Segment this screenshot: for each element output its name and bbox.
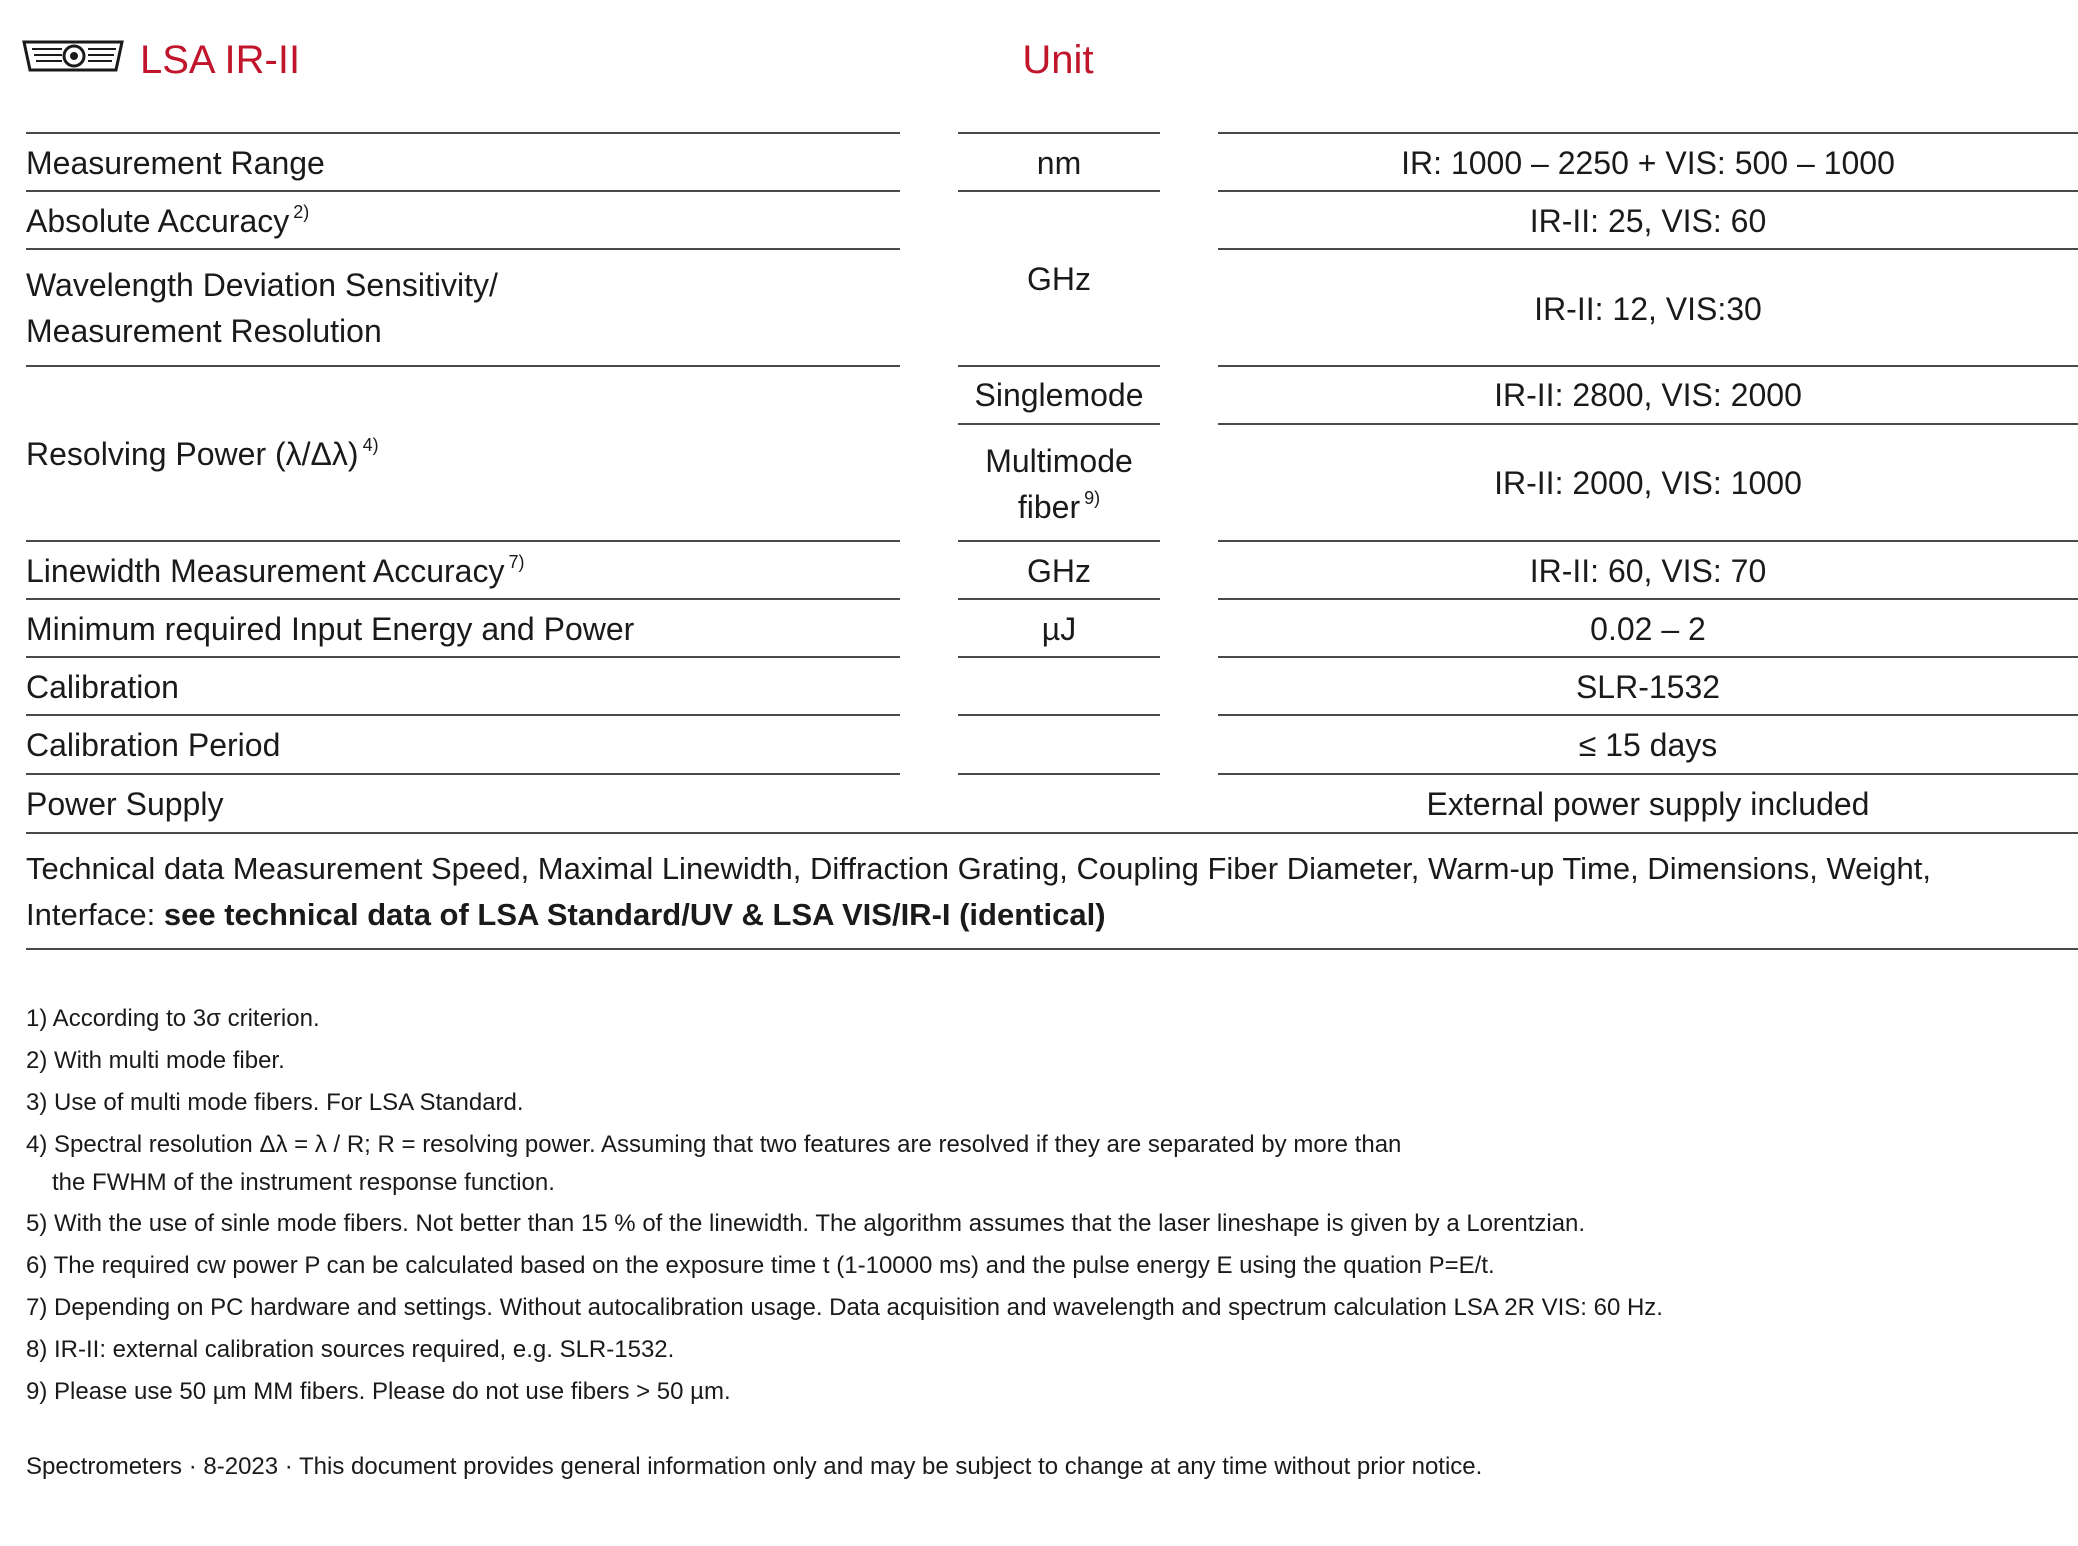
unit-min-input-energy: µJ [1041,611,1077,647]
unit-ghz-accuracy-resolution: GHz [1027,261,1091,297]
unit-linewidth-accuracy: GHz [1027,553,1091,589]
footnote-3: 3) Use of multi mode fibers. For LSA Standard. [26,1089,524,1116]
param-min-input-energy: Minimum required Input Energy and Power [26,611,635,647]
footnote-ref: 9) [1084,488,1101,508]
spectrometer-device-icon [22,38,124,74]
param-calibration-period: Calibration Period [26,727,281,763]
unit-singlemode: Singlemode [974,377,1144,413]
param-wavelength-deviation-line1: Wavelength Deviation Sensitivity/ [26,267,498,303]
value-linewidth-accuracy: IR-II: 60, VIS: 70 [1529,553,1767,589]
unit-multimode-line1: Multimode [985,443,1133,479]
footnote-ref: 7) [508,552,525,572]
value-singlemode: IR-II: 2800, VIS: 2000 [1494,377,1802,413]
param-linewidth-accuracy: Linewidth Measurement Accuracy $^{7)}$ [26,552,525,589]
footnote-ref: 2) [293,202,310,222]
unit-measurement-range: nm [1036,145,1082,181]
param-wavelength-deviation-line2: Measurement Resolution [26,313,382,349]
unit-heading: Unit [1022,38,1094,82]
technical-note-reference: see technical data of LSA Standard/UV & LSA VIS/IR-I (identical) [163,897,1106,932]
footnote-5: 5) With the use of sinle mode fibers. Not better than 15 % of the linewidth. The algorithm assumes that the laser lineshape is given by a Lorentzian. [26,1210,1586,1237]
footnote-4: 4) Spectral resolution Δλ = λ / R; R = resolving power. Assuming that two features are resolved if they are separated by more than [26,1131,1402,1158]
page-footer: Spectrometers · 8-2023 · This document provides general information only and may be subject to change at any time without prior notice. [26,1453,1483,1480]
footnote-9: 9) Please use 50 µm MM fibers. Please do not use fibers > 50 µm. [26,1378,731,1405]
value-multimode: IR-II: 2000, VIS: 1000 [1494,465,1802,501]
technical-note-line2: Interface: see technical data of LSA Standard/UV & LSA VIS/IR-I (identical) [26,897,1106,932]
value-measurement-range: IR: 1000 – 2250 + VIS: 500 – 1000 [1401,145,1895,181]
value-calibration-period: ≤ 15 days [1578,727,1718,763]
param-absolute-accuracy: Absolute Accuracy $^{2)}$ [26,202,310,239]
param-calibration: Calibration [26,669,179,705]
footnote-ref: 4) [362,435,379,455]
param-resolving-power: Resolving Power (λ/Δλ) $^{4)}$ [26,435,379,472]
unit-multimode-line2: fiber $^{9)}$ [1017,488,1101,525]
footnote-8: 8) IR-II: external calibration sources required, e.g. SLR-1532. [26,1336,675,1363]
technical-note-line1: Technical data Measurement Speed, Maximal Linewidth, Diffraction Grating, Coupling Fiber Diameter, Warm-up Time, Dimensions, Weight, [26,851,1932,886]
value-absolute-accuracy: IR-II: 25, VIS: 60 [1529,203,1767,239]
footnote-2: 2) With multi mode fiber. [26,1047,285,1074]
product-title: LSA IR-II [140,38,301,82]
footnote-7: 7) Depending on PC hardware and settings. Without autocalibration usage. Data acquisition and wavelength and spectrum calculation LSA 2R VIS: 60 Hz. [26,1294,1663,1321]
value-calibration: SLR-1532 [1575,669,1721,705]
param-power-supply: Power Supply [26,786,224,822]
param-measurement-range: Measurement Range [26,145,325,181]
value-power-supply: External power supply included [1426,786,1870,822]
value-wavelength-deviation: IR-II: 12, VIS:30 [1534,291,1762,327]
footnote-6: 6) The required cw power P can be calculated based on the exposure time t (1-10000 ms) and the pulse energy E using the quation P=E/t. [26,1252,1495,1279]
value-min-input-energy: 0.02 – 2 [1590,611,1706,647]
footnote-1: 1) According to 3σ criterion. [26,1005,320,1032]
footnote-4-continued: the FWHM of the instrument response function. [52,1169,555,1196]
